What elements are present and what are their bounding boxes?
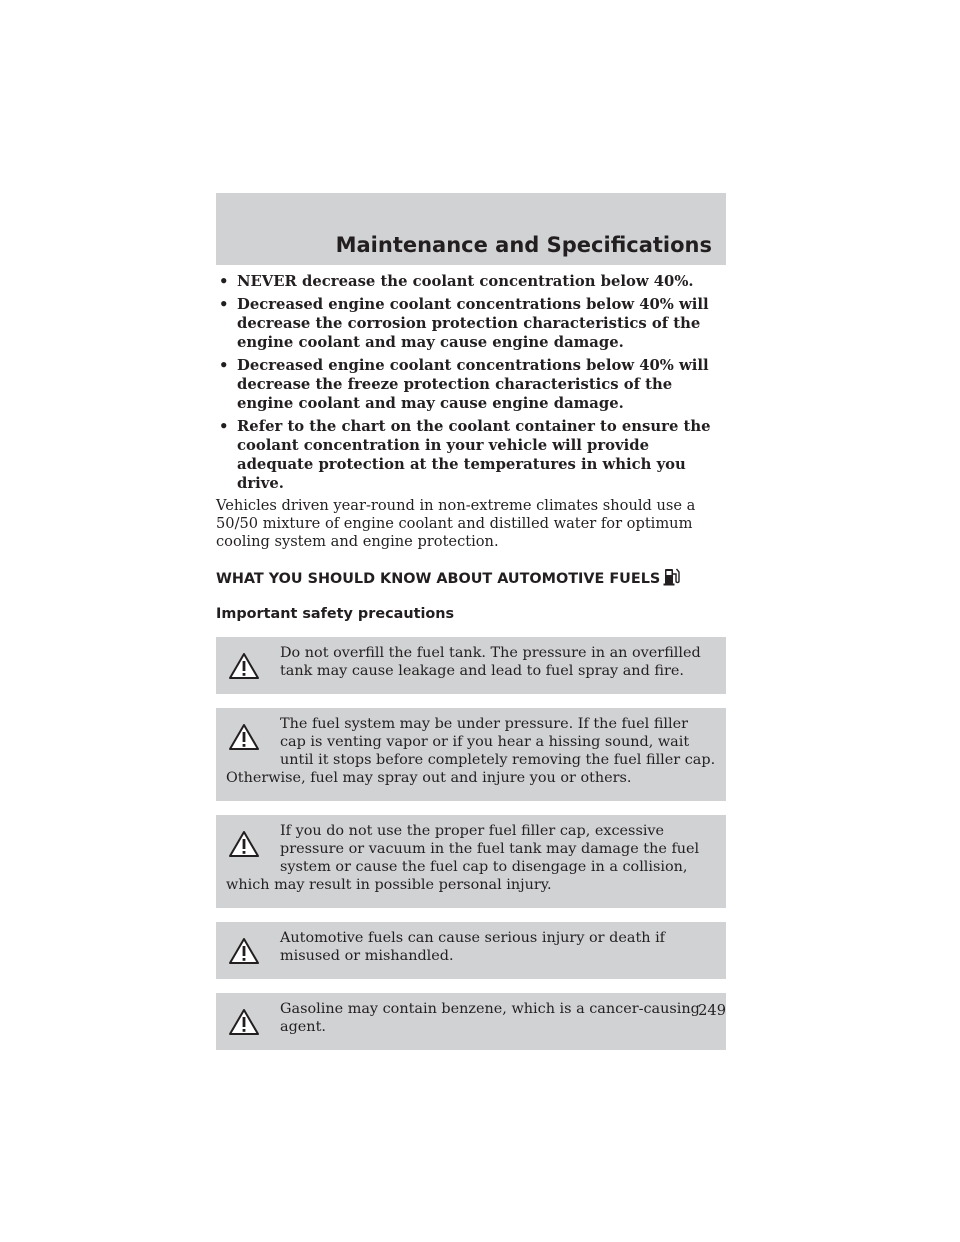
bullet-item — [216, 417, 726, 493]
bullet-item — [216, 356, 726, 413]
warning-text: Automotive fuels can cause serious injury or death if misused or mishandled. — [280, 930, 665, 964]
header-band — [216, 193, 726, 265]
bullet-marker: • — [219, 296, 229, 313]
warning-box — [216, 993, 726, 1050]
bullet-text: Decreased engine coolant concentrations below 40% will decrease the corrosion protection characteristics of the engine coolant and may cause engine damage. — [237, 296, 709, 351]
warning-text: The fuel system may be under pressure. If the fuel filler cap is venting vapor or if you hear a hissing sound, wait until it stops before completely removing the fuel filler cap. Otherwise, fuel may spray out and injure you or others. — [226, 716, 716, 786]
warning-triangle-icon — [228, 652, 260, 680]
page-number: 249 — [698, 1002, 726, 1019]
warning-box — [216, 922, 726, 979]
bullet-marker: • — [219, 273, 229, 290]
page-title: Maintenance and Specifications — [335, 233, 712, 257]
bullet-marker: • — [219, 357, 229, 374]
warning-triangle-icon — [228, 937, 260, 965]
section-heading — [216, 566, 726, 591]
warning-box — [216, 708, 726, 801]
warning-text: Do not overfill the fuel tank. The pressure in an overfilled tank may cause leakage and lead to fuel spray and fire. — [280, 645, 701, 679]
bullet-text: Decreased engine coolant concentrations below 40% will decrease the freeze protection characteristics of the engine coolant and may cause engine damage. — [237, 357, 709, 412]
section-heading-text: WHAT YOU SHOULD KNOW ABOUT AUTOMOTIVE FUELS — [216, 571, 661, 587]
warning-box — [216, 637, 726, 694]
warning-text: If you do not use the proper fuel filler cap, excessive pressure or vacuum in the fuel tank may damage the fuel system or cause the fuel cap to disengage in a collision, which may result in possible personal injury. — [226, 823, 700, 893]
warning-text: Gasoline may contain benzene, which is a cancer-causing agent. — [280, 1001, 700, 1035]
bullet-text: Refer to the chart on the coolant container to ensure the coolant concentration in your vehicle will provide adequate protection at the temperatures in which you drive. — [237, 418, 711, 492]
bullet-text: NEVER decrease the coolant concentration below 40%. — [237, 273, 694, 290]
bullet-item — [216, 295, 726, 352]
warning-triangle-icon — [228, 723, 260, 751]
content — [216, 272, 726, 1050]
fuel-pump-icon — [663, 566, 681, 591]
body-paragraph: Vehicles driven year-round in non-extreme climates should use a 50/50 mixture of engine coolant and distilled water for optimum cooling system and engine protection. — [216, 497, 696, 550]
warning-triangle-icon — [228, 1008, 260, 1036]
warning-triangle-icon — [228, 830, 260, 858]
bullet-marker: • — [219, 418, 229, 435]
warning-box — [216, 815, 726, 908]
bullet-list — [216, 272, 726, 493]
sub-heading: Important safety precautions — [216, 606, 455, 622]
bullet-item — [216, 272, 726, 291]
